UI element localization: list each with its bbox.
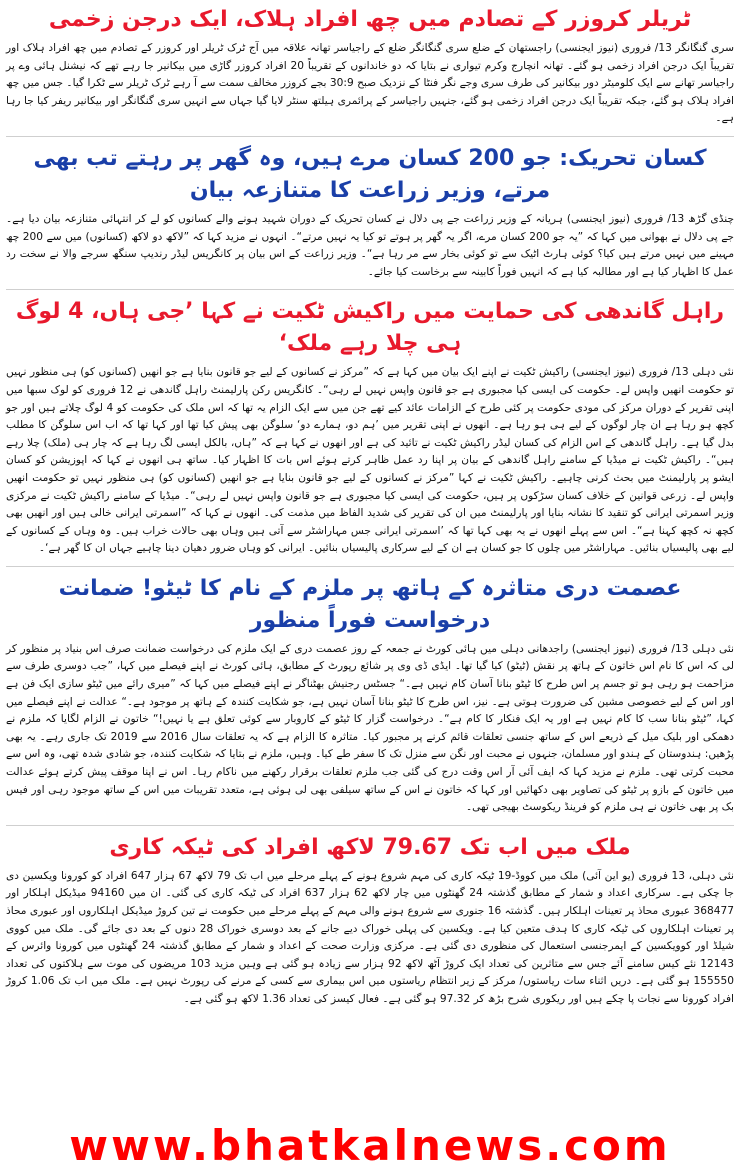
site-watermark: www.bhatkalnews.com (0, 1121, 740, 1171)
article-trailer-cruiser-accident (6, 4, 734, 128)
article-body: نئی دہلی 13/ فروری (نیوز ایجنسی) راکیش ٹکیت نے اپنے ایک بیان میں کہا ہے کہ ”مرکز نے کسانوں کے لیے جو قانون بنایا ہے جو انھیں (کسانوں کو) ہی منظور نہیں تو حکومت انھیں واپس لے۔ حکومت کی ایسی کیا مجبوری ہے جو قانون واپس نہیں لے رہی“۔ کانگریس رکن پارلیمنٹ راہل گاندھی نے 12 فروری کو لوک سبھا میں اپنی تقریر کے دوران مرکز کی مودی حکومت پر کئی طرح کے الزامات عائد کیے تھے جن میں سے ایک الزام یہ تھا کہ اس ملک کی حکومت کو 4 لوگ چلاتے ہیں اور جو کچھ ہو رہا ہے ان چار لوگوں کے لیے ہی ہو رہا ہے۔ انھوں نے اپنی تقریر میں ’ہم دو، ہمارے دو‘ سلوگن بھی پیش کیا تھا اور کہا تھا کہ اب اس سلوگن کا مطلب بدل گیا ہے۔ راہل گاندھی کے اس الزام کی کسان لیڈر راکیش ٹکیت نے تائید کی ہے اور انھوں نے کہا ہے کہ ”ہاں، بالکل ایسی لگ رہا ہے کہ چار ہی (ملک) چلا رہے ہیں“۔ راکیش ٹکیت نے میڈیا کے سامنے راہل گاندھی کے بیان پر اپنا رد عمل ظاہر کرتے ہوئے اس بات کا اظہار کیا۔ ساتھ ہی انھوں نے کہا کہ اپوزیشن کو کسان ایشو پر پارلیمنٹ میں بحث کرنی چاہیے۔ راکیش ٹکیت نے کہا ”مرکز نے کسانوں کے لیے جو قانون بنایا ہے جو انھیں (کسانوں کو) ہی منظور نہیں تو حکومت انھیں واپس لے۔ زرعی قوانین کے خلاف کسان سڑکوں پر ہیں، حکومت کی ایسی کیا مجبوری ہے جو قانون واپس نہیں لے رہی“۔ میڈیا کے سامنے راکیش ٹکیت نے مرکزی وزیر اسمرتی ایرانی کو تنقید کا نشانہ بنایا اور پارلیمنٹ میں ان کی تقریر کی شدید الفاظ میں مذمت کی۔ انھوں نے کہا کہ ”اسمرتی ایرانی خالی ہیں اور انھیں بھی کچھ نہ کچھ کہنا ہے“۔ اس سے پہلے انھوں نے یہ بھی کہا تھا کہ ’اسمرتی ایرانی جس مہاراشٹر سے آتی ہیں وہاں بھی حالات خراب ہیں۔ وہ وہاں کے کسانوں کے لیے بھی پالیسیاں بنائیں۔ مہاراشٹر میں چلوں کا جو کسان ہے ان کے لیے سرکاری پالیسیاں بنائیں۔ ایرانی کو وہاں ضرور دھیان دینا چاہیے جہاں ان کا گھر ہے‘۔ (6, 366, 734, 555)
article-headline: عصمت دری متاثرہ کے ہاتھ پر ملزم کے نام کا ٹیٹو! ضمانت درخواست فوراً منظور (58, 575, 682, 633)
article-divider (6, 289, 734, 290)
article-headline: ملک میں اب تک 79.67 لاکھ افراد کی ٹیکہ کاری (109, 834, 631, 860)
article-divider (6, 136, 734, 137)
article-body: چنڈی گڑھ 13/ فروری (نیوز ایجنسی) ہریانہ کے وزیر زراعت جے پی دلال نے کسان تحریک کے دوران شہید ہونے والے کسانوں کو لے کر انتہائی متنازعہ بیان دیا ہے۔ جے پی دلال نے بھوانی میں کہا کہ ”یہ جو 200 کسان مرے، اگر یہ گھر پر ہوتے تو کیا یہ نہیں مرتے“۔ انہوں نے مزید کہا کہ ”لاکھ دو لاکھ (کسانوں) میں سے 200 چھ مہینے میں نہیں مرتے ہیں کیا؟ کوئی ہارٹ اٹیک سے تو کوئی بخار سے مر رہا ہے“۔ وزیر زراعت کے اس بیان پر کانگریس لیڈر رندیپ سنگھ سرجے والا نے سخت رد عمل کا اظہار کیا ہے اور مطالبہ کیا ہے کہ انہیں فوراً کابینہ سے برخاست کیا جائے۔ (6, 212, 734, 278)
article-headline: کسان تحریک: جو 200 کسان مرے ہیں، وہ گھر پر رہتے تب بھی مرتے، وزیر زراعت کا متنازعہ بیان (33, 145, 707, 203)
article-body: نئی دہلی 13/ فروری (نیوز ایجنسی) راجدھانی دہلی میں ہائی کورٹ نے جمعہ کے روز عصمت دری کے ایک ملزم کی درخواست ضمانت صرف اس بنیاد پر منظور کر لی کہ اس کا نام اس خاتون کے ہاتھ پر نقش (ٹیٹو) کیا گیا تھا۔ ایڈی ڈی وی پر شائع رپورٹ کے مطابق، ہائی کورٹ نے اپنے فیصلے میں کہا، ”جب دوسری طرف سے مزاحمت ہو رہی ہو تو جسم پر اس طرح کا ٹیٹو بنانا آسان کام نہیں ہے۔“ جسٹس رجنیش بھٹناگر نے اپنے فیصلے میں کہا کہ ”میری رائے میں ٹیٹو سازی ایک فن ہے اور اس کے لیے خصوصی مشین کی ضرورت ہوتی ہے۔ نیز، اس طرح کا ٹیٹو بنانا آسان نہیں ہے، جو شکایت کنندہ کے ہاتھ پر موجود ہے۔“ عدالت نے اپنے فیصلے میں کہا، ”ٹیٹو بنانا سب کا کام نہیں ہے اور یہ ایک فنکار کا کام ہے“۔ درخواست گزار کا ٹیٹو کے کاروبار سے کوئی تعلق ہے یا نہیں!“ خاتون نے الزام لگایا کہ ملزم نے دھمکی اور بلیک میل کے ذریعے اس کے ساتھ جنسی تعلقات قائم کرنے پر مجبور کیا۔ متاثرہ کا الزام ہے کہ یہ تعلقات سال 2016 سے 2019 تک جاری رہے۔ یہ بھی پڑھیں: ہندوستان کے ہندو اور مسلمان، جنہوں نے محبت اور نگن سے منزل تک کا سفر طے کیا۔ وہیں، ملزم نے بتایا کہ شکایت کنندہ، جو شادی شدہ تھی، وہ اس سے محبت کرتی تھی۔ ملزم نے مزید کہا کہ ایف آئی آر اس وقت درج کی گئی جب ملزم تعلقات برقرار رکھنے میں ناکام رہا۔ اس نے اپنا موقف پیش کرتے ہوئے عدالت میں خاتون کے بازو پر ٹیٹو کی تصاویر بھی دکھائیں اور کہا کہ خاتون نے اس کے ساتھ سیلفی بھی لی ہوئی ہے، متعدد تقریبات میں اس کے ساتھ موجود رہی اور فیس بک پر بھی خاتون نے ہی ملزم کو فرینڈ ریکوسٹ بھیجی تھی۔ (6, 642, 734, 814)
article-body: سری گنگانگر 13/ فروری (نیوز ایجنسی) راجستھان کے ضلع سری گنگانگر ضلع کے راجیاسر تھانہ علاقہ میں آج ٹرک ٹریلر اور کروزر کے تصادم میں چھ افراد ہلاک اور تقریباً ایک درجن افراد زخمی ہو گئے۔ تھانہ انچارج وکرم تیواری نے بتایا کہ دو خاندانوں کے تقریباً 20 افراد کروزر گاڑی میں بیکانیر جا رہے تھے کہ نیشنل ہائی وے پر راجیاسر تھانے سے ایک کلومیٹر دور بیکانیر کی طرف سری وجے نگر فنٹا کے نزدیک صبح 30:9 بجے کروزر مخالف سمت سے آ رہے ٹرک ٹریلر سے ٹکرا گیا۔ جس میں چھ افراد ہلاک ہو گئے، جبکہ تقریباً ایک درجن افراد زخمی ہو گئے، جنہیں راجیاسر کے پرائمری ہیلتھ سنٹر لایا گیا جہاں سے انہیں سری گنگانگر اور بیکانیر ریفر کیا جا رہا ہے۔ (6, 42, 734, 125)
article-vaccination (6, 832, 734, 1009)
article-body: نئی دہلی، 13 فروری (یو این آئی) ملک میں کووڈ-19 ٹیکہ کاری کی مہم شروع ہونے کے پہلے مرحلے میں اب تک 79 لاکھ 67 ہزار 647 افراد کو کورونا ویکسین دی جا چکی ہے۔ سرکاری اعداد و شمار کے مطابق گذشتہ 24 گھنٹوں میں چار لاکھ 62 ہزار 637 افراد کی ٹیکہ کاری کی گئی۔ ان میں 94160 میڈیکل اہلکار اور 368477 عبوری محاذ پر تعینات اہلکار ہیں۔ گذشتہ 16 جنوری سے شروع ہونے والی مہم کے پہلے مرحلے میں حکومت نے تین کروڑ میڈیکل اہلکاروں اور عبوری محاذ پر تعینات اہلکاروں کی ٹیکہ کاری کا ہدف متعین کیا ہے۔ ویکسین کی پہلی خوراک دیے جانے کے بعد دوسری خوراک 28 دنوں کے بعد دی جائے گی۔ ملک میں کووی شیلڈ اور کوویکسین کے ایمرجنسی استعمال کی منظوری دی گئی ہے۔ مرکزی وزارت صحت کے اعداد و شمار کے مطابق گذشتہ 24 گھنٹوں میں کورونا وائرس کے 12143 نئے کیس سامنے آئے جس سے متاثرین کی تعداد ایک کروڑ آٹھ لاکھ 92 ہزار سے زیادہ ہو گئی ہے وہیں مزید 103 مریضوں کی موت سے ہلاکتوں کی تعداد 155550 ہو گئی ہے۔ دریں اثناء سات ریاستوں/ مرکز کے زیر انتظام ریاستوں میں اس بیماری سے کسی کے مرنے کی رپورٹ نہیں ہے۔ ملک میں اب تک 1.06 کروڑ افراد کورونا سے نجات پا چکے ہیں اور ریکوری شرح بڑھ کر 97.32 ہو گئی ہے۔ فعال کیسز کی تعداد 1.36 لاکھ ہو گئی ہے۔ (6, 869, 734, 1005)
article-tattoo-bail (6, 573, 734, 817)
article-divider (6, 825, 734, 826)
article-rakesh-tikait (6, 296, 734, 558)
article-divider (6, 566, 734, 567)
article-headline: ٹریلر کروزر کے تصادم میں چھ افراد ہلاک، ایک درجن زخمی (48, 7, 692, 32)
article-kisan-tehreek (6, 143, 734, 281)
article-headline: راہل گاندھی کی حمایت میں راکیش ٹکیت نے کہا ’جی ہاں، 4 لوگ ہی چلا رہے ملک‘ (15, 299, 725, 357)
